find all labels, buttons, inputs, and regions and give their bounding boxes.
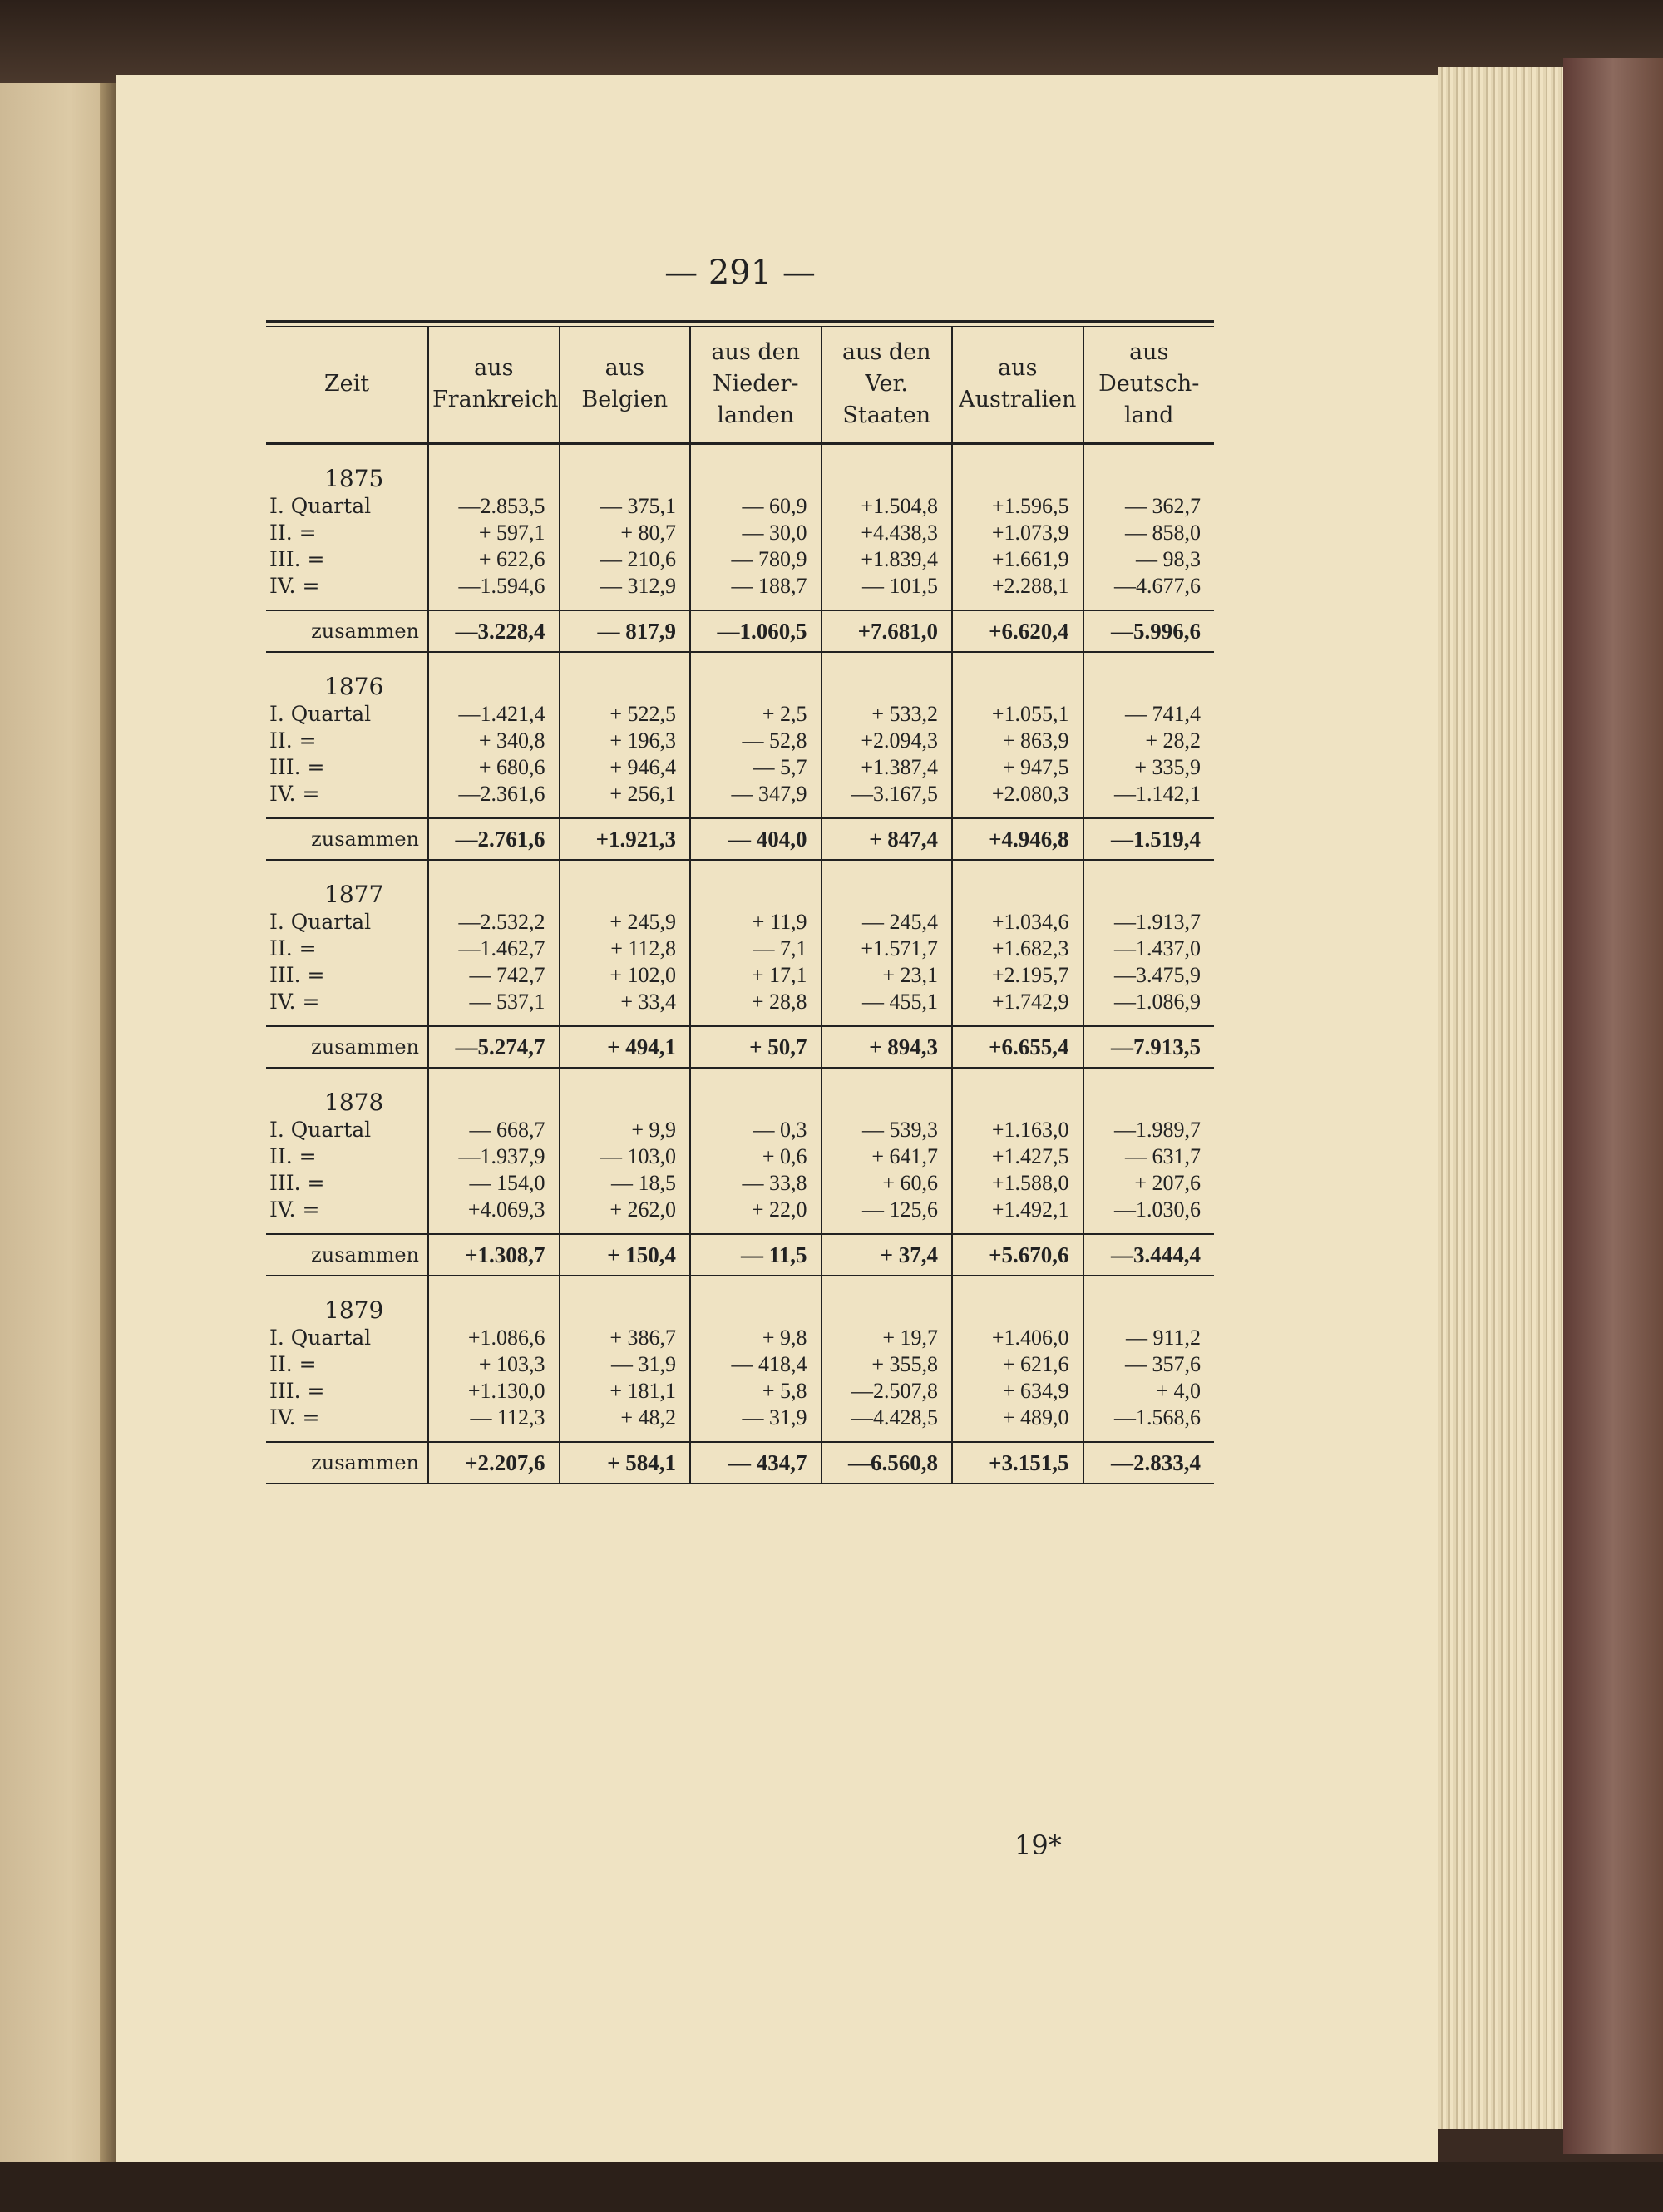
value-cell: +1.055,1 bbox=[952, 701, 1083, 728]
year-label: 1876 bbox=[324, 672, 384, 700]
empty-cell bbox=[690, 652, 822, 701]
value-cell: — 31,9 bbox=[560, 1351, 691, 1378]
value-cell: +1.742,9 bbox=[952, 989, 1083, 1026]
total-cell: — 817,9 bbox=[560, 610, 691, 652]
header-row bbox=[266, 327, 1214, 443]
value-cell: +1.073,9 bbox=[952, 520, 1083, 546]
value-cell: — 5,7 bbox=[690, 754, 822, 781]
value-cell: —2.532,2 bbox=[428, 909, 560, 936]
value-cell: + 355,8 bbox=[822, 1351, 953, 1378]
value-cell: + 335,9 bbox=[1083, 754, 1215, 781]
value-cell: + 33,4 bbox=[560, 989, 691, 1026]
value-cell: + 207,6 bbox=[1083, 1170, 1215, 1197]
value-cell: —2.507,8 bbox=[822, 1378, 953, 1405]
total-cell: —5.274,7 bbox=[428, 1026, 560, 1068]
value-cell: —1.142,1 bbox=[1083, 781, 1215, 818]
value-cell: — 101,5 bbox=[822, 573, 953, 610]
total-cell: +4.946,8 bbox=[952, 818, 1083, 860]
value-cell: + 60,6 bbox=[822, 1170, 953, 1197]
quarter-row bbox=[266, 754, 1214, 781]
quarter-label: III. = bbox=[269, 962, 325, 987]
quarter-row bbox=[266, 1378, 1214, 1405]
quarter-row bbox=[266, 1325, 1214, 1351]
value-cell: + 256,1 bbox=[560, 781, 691, 818]
value-cell: — 375,1 bbox=[560, 493, 691, 520]
total-cell: —1.060,5 bbox=[690, 610, 822, 652]
value-cell: + 597,1 bbox=[428, 520, 560, 546]
value-cell: — 911,2 bbox=[1083, 1325, 1215, 1351]
quarter-label: III. = bbox=[269, 754, 325, 779]
value-cell: — 18,5 bbox=[560, 1170, 691, 1197]
year-row bbox=[266, 1068, 1214, 1117]
column-header-ver-staaten: aus den Ver. Staaten bbox=[822, 327, 953, 443]
value-cell: — 357,6 bbox=[1083, 1351, 1215, 1378]
value-cell: — 31,9 bbox=[690, 1405, 822, 1442]
value-cell: + 2,5 bbox=[690, 701, 822, 728]
empty-cell bbox=[428, 1276, 560, 1325]
value-cell: — 125,6 bbox=[822, 1197, 953, 1234]
total-cell: +7.681,0 bbox=[822, 610, 953, 652]
value-cell: + 262,0 bbox=[560, 1197, 691, 1234]
value-cell: —1.937,9 bbox=[428, 1143, 560, 1170]
value-cell: — 188,7 bbox=[690, 573, 822, 610]
value-cell: + 11,9 bbox=[690, 909, 822, 936]
value-cell: + 863,9 bbox=[952, 728, 1083, 754]
column-header-deutschland: aus Deutsch- land bbox=[1083, 327, 1215, 443]
value-cell: —3.167,5 bbox=[822, 781, 953, 818]
quarter-row bbox=[266, 936, 1214, 962]
total-cell: — 434,7 bbox=[690, 1442, 822, 1484]
value-cell: — 210,6 bbox=[560, 546, 691, 573]
total-cell: —6.560,8 bbox=[822, 1442, 953, 1484]
total-row bbox=[266, 1026, 1214, 1068]
value-cell: +2.094,3 bbox=[822, 728, 953, 754]
value-cell: +1.504,8 bbox=[822, 493, 953, 520]
statistics-table bbox=[266, 320, 1214, 1484]
value-cell: — 858,0 bbox=[1083, 520, 1215, 546]
quarter-label: IV. = bbox=[269, 1197, 320, 1222]
total-cell: + 494,1 bbox=[560, 1026, 691, 1068]
table-body bbox=[266, 443, 1214, 1484]
total-cell: + 50,7 bbox=[690, 1026, 822, 1068]
total-cell: +1.308,7 bbox=[428, 1234, 560, 1276]
value-cell: + 80,7 bbox=[560, 520, 691, 546]
signature-mark: 19* bbox=[1014, 1829, 1062, 1861]
total-label: zusammen bbox=[266, 1026, 428, 1068]
value-cell: + 533,2 bbox=[822, 701, 953, 728]
value-cell: + 9,8 bbox=[690, 1325, 822, 1351]
value-cell: +1.492,1 bbox=[952, 1197, 1083, 1234]
value-cell: + 102,0 bbox=[560, 962, 691, 989]
empty-cell bbox=[690, 443, 822, 493]
value-cell: —4.677,6 bbox=[1083, 573, 1215, 610]
total-label: zusammen bbox=[266, 1234, 428, 1276]
value-cell: —1.913,7 bbox=[1083, 909, 1215, 936]
value-cell: — 30,0 bbox=[690, 520, 822, 546]
quarter-row bbox=[266, 701, 1214, 728]
table-top-rule bbox=[266, 320, 1214, 327]
total-cell: +1.921,3 bbox=[560, 818, 691, 860]
total-cell: —7.913,5 bbox=[1083, 1026, 1215, 1068]
quarter-row bbox=[266, 493, 1214, 520]
year-label: 1875 bbox=[324, 464, 384, 492]
empty-cell bbox=[822, 1068, 953, 1117]
value-cell: + 28,2 bbox=[1083, 728, 1215, 754]
empty-cell bbox=[560, 652, 691, 701]
quarter-row bbox=[266, 520, 1214, 546]
empty-cell bbox=[690, 860, 822, 909]
total-cell: —2.761,6 bbox=[428, 818, 560, 860]
value-cell: + 522,5 bbox=[560, 701, 691, 728]
quarter-label: IV. = bbox=[269, 781, 320, 806]
quarter-label: II. = bbox=[269, 520, 317, 545]
year-label: 1877 bbox=[324, 880, 384, 908]
value-cell: —1.421,4 bbox=[428, 701, 560, 728]
empty-cell bbox=[560, 443, 691, 493]
value-cell: +1.596,5 bbox=[952, 493, 1083, 520]
value-cell: + 340,8 bbox=[428, 728, 560, 754]
value-cell: + 5,8 bbox=[690, 1378, 822, 1405]
background-bottom bbox=[0, 2162, 1663, 2212]
value-cell: — 362,7 bbox=[1083, 493, 1215, 520]
empty-cell bbox=[428, 652, 560, 701]
total-cell: — 404,0 bbox=[690, 818, 822, 860]
value-cell: — 312,9 bbox=[560, 573, 691, 610]
empty-cell bbox=[428, 1068, 560, 1117]
quarter-label: I. Quartal bbox=[269, 1325, 372, 1350]
value-cell: — 539,3 bbox=[822, 1117, 953, 1143]
value-cell: —1.568,6 bbox=[1083, 1405, 1215, 1442]
column-header-australien: aus Australien bbox=[952, 327, 1083, 443]
value-cell: —1.989,7 bbox=[1083, 1117, 1215, 1143]
value-cell: — 742,7 bbox=[428, 962, 560, 989]
total-cell: —2.833,4 bbox=[1083, 1442, 1215, 1484]
value-cell: +2.195,7 bbox=[952, 962, 1083, 989]
quarter-row bbox=[266, 546, 1214, 573]
value-cell: —1.437,0 bbox=[1083, 936, 1215, 962]
value-cell: +1.427,5 bbox=[952, 1143, 1083, 1170]
value-cell: —1.030,6 bbox=[1083, 1197, 1215, 1234]
book-cover bbox=[1563, 58, 1663, 2154]
empty-cell bbox=[560, 1276, 691, 1325]
total-cell: +2.207,6 bbox=[428, 1442, 560, 1484]
value-cell: — 0,3 bbox=[690, 1117, 822, 1143]
quarter-row bbox=[266, 1197, 1214, 1234]
data-table bbox=[266, 327, 1214, 1484]
year-label: 1879 bbox=[324, 1296, 384, 1324]
empty-cell bbox=[428, 860, 560, 909]
quarter-label: III. = bbox=[269, 1378, 325, 1403]
total-row bbox=[266, 610, 1214, 652]
value-cell: + 22,0 bbox=[690, 1197, 822, 1234]
value-cell: — 631,7 bbox=[1083, 1143, 1215, 1170]
page-number: — 291 — bbox=[664, 254, 816, 292]
value-cell: — 455,1 bbox=[822, 989, 953, 1026]
total-cell: +6.620,4 bbox=[952, 610, 1083, 652]
value-cell: +1.588,0 bbox=[952, 1170, 1083, 1197]
value-cell: — 112,3 bbox=[428, 1405, 560, 1442]
total-cell: +6.655,4 bbox=[952, 1026, 1083, 1068]
total-label: zusammen bbox=[266, 610, 428, 652]
quarter-label: III. = bbox=[269, 546, 325, 571]
quarter-label: IV. = bbox=[269, 1405, 320, 1429]
empty-cell bbox=[952, 1276, 1083, 1325]
empty-cell bbox=[428, 443, 560, 493]
value-cell: — 33,8 bbox=[690, 1170, 822, 1197]
value-cell: + 634,9 bbox=[952, 1378, 1083, 1405]
value-cell: — 7,1 bbox=[690, 936, 822, 962]
empty-cell bbox=[822, 652, 953, 701]
value-cell: +1.387,4 bbox=[822, 754, 953, 781]
total-cell: + 847,4 bbox=[822, 818, 953, 860]
value-cell: + 489,0 bbox=[952, 1405, 1083, 1442]
year-row bbox=[266, 652, 1214, 701]
background-top bbox=[0, 0, 1663, 83]
value-cell: — 98,3 bbox=[1083, 546, 1215, 573]
quarter-row bbox=[266, 1351, 1214, 1378]
quarter-label: III. = bbox=[269, 1170, 325, 1195]
total-cell: + 584,1 bbox=[560, 1442, 691, 1484]
value-cell: + 622,6 bbox=[428, 546, 560, 573]
value-cell: — 154,0 bbox=[428, 1170, 560, 1197]
quarter-row bbox=[266, 781, 1214, 818]
value-cell: +1.163,0 bbox=[952, 1117, 1083, 1143]
value-cell: — 418,4 bbox=[690, 1351, 822, 1378]
quarter-row bbox=[266, 989, 1214, 1026]
value-cell: +1.086,6 bbox=[428, 1325, 560, 1351]
value-cell: +1.682,3 bbox=[952, 936, 1083, 962]
value-cell: +1.571,7 bbox=[822, 936, 953, 962]
empty-cell bbox=[560, 1068, 691, 1117]
total-cell: + 150,4 bbox=[560, 1234, 691, 1276]
quarter-label: II. = bbox=[269, 728, 317, 753]
value-cell: — 537,1 bbox=[428, 989, 560, 1026]
quarter-row bbox=[266, 962, 1214, 989]
empty-cell bbox=[690, 1276, 822, 1325]
value-cell: + 641,7 bbox=[822, 1143, 953, 1170]
column-header-zeit: Zeit bbox=[323, 371, 370, 397]
value-cell: + 17,1 bbox=[690, 962, 822, 989]
total-cell: +3.151,5 bbox=[952, 1442, 1083, 1484]
total-label: zusammen bbox=[266, 1442, 428, 1484]
value-cell: +2.288,1 bbox=[952, 573, 1083, 610]
empty-cell bbox=[952, 860, 1083, 909]
value-cell: +4.438,3 bbox=[822, 520, 953, 546]
quarter-label: IV. = bbox=[269, 989, 320, 1014]
value-cell: — 103,0 bbox=[560, 1143, 691, 1170]
year-row bbox=[266, 860, 1214, 909]
value-cell: — 741,4 bbox=[1083, 701, 1215, 728]
empty-cell bbox=[952, 443, 1083, 493]
total-cell: —3.444,4 bbox=[1083, 1234, 1215, 1276]
empty-cell bbox=[822, 443, 953, 493]
value-cell: + 245,9 bbox=[560, 909, 691, 936]
total-cell: — 11,5 bbox=[690, 1234, 822, 1276]
total-row bbox=[266, 1234, 1214, 1276]
empty-cell bbox=[1083, 1068, 1215, 1117]
value-cell: —1.594,6 bbox=[428, 573, 560, 610]
value-cell: + 4,0 bbox=[1083, 1378, 1215, 1405]
value-cell: —2.361,6 bbox=[428, 781, 560, 818]
left-page-edge bbox=[0, 83, 116, 2162]
value-cell: —2.853,5 bbox=[428, 493, 560, 520]
empty-cell bbox=[1083, 443, 1215, 493]
value-cell: + 0,6 bbox=[690, 1143, 822, 1170]
quarter-row bbox=[266, 1117, 1214, 1143]
empty-cell bbox=[560, 860, 691, 909]
year-row bbox=[266, 443, 1214, 493]
value-cell: + 28,8 bbox=[690, 989, 822, 1026]
value-cell: +2.080,3 bbox=[952, 781, 1083, 818]
total-cell: +5.670,6 bbox=[952, 1234, 1083, 1276]
value-cell: + 103,3 bbox=[428, 1351, 560, 1378]
value-cell: + 680,6 bbox=[428, 754, 560, 781]
quarter-row bbox=[266, 728, 1214, 754]
total-row bbox=[266, 818, 1214, 860]
quarter-row bbox=[266, 1170, 1214, 1197]
value-cell: —4.428,5 bbox=[822, 1405, 953, 1442]
value-cell: —1.462,7 bbox=[428, 936, 560, 962]
quarter-label: I. Quartal bbox=[269, 909, 372, 934]
quarter-row bbox=[266, 1143, 1214, 1170]
year-row bbox=[266, 1276, 1214, 1325]
value-cell: — 347,9 bbox=[690, 781, 822, 818]
value-cell: — 245,4 bbox=[822, 909, 953, 936]
value-cell: +1.661,9 bbox=[952, 546, 1083, 573]
quarter-row bbox=[266, 909, 1214, 936]
empty-cell bbox=[952, 1068, 1083, 1117]
quarter-label: II. = bbox=[269, 1143, 317, 1168]
value-cell: + 386,7 bbox=[560, 1325, 691, 1351]
value-cell: + 19,7 bbox=[822, 1325, 953, 1351]
total-cell: —1.519,4 bbox=[1083, 818, 1215, 860]
value-cell: + 621,6 bbox=[952, 1351, 1083, 1378]
empty-cell bbox=[822, 860, 953, 909]
total-cell: —5.996,6 bbox=[1083, 610, 1215, 652]
total-cell: —3.228,4 bbox=[428, 610, 560, 652]
value-cell: — 780,9 bbox=[690, 546, 822, 573]
value-cell: + 196,3 bbox=[560, 728, 691, 754]
quarter-label: II. = bbox=[269, 1351, 317, 1376]
empty-cell bbox=[952, 652, 1083, 701]
value-cell: + 9,9 bbox=[560, 1117, 691, 1143]
value-cell: + 947,5 bbox=[952, 754, 1083, 781]
value-cell: + 23,1 bbox=[822, 962, 953, 989]
column-header-belgien: aus Belgien bbox=[560, 327, 691, 443]
empty-cell bbox=[690, 1068, 822, 1117]
value-cell: +4.069,3 bbox=[428, 1197, 560, 1234]
value-cell: +1.839,4 bbox=[822, 546, 953, 573]
total-cell: + 37,4 bbox=[822, 1234, 953, 1276]
value-cell: — 60,9 bbox=[690, 493, 822, 520]
value-cell: +1.130,0 bbox=[428, 1378, 560, 1405]
value-cell: +1.406,0 bbox=[952, 1325, 1083, 1351]
quarter-label: IV. = bbox=[269, 573, 320, 598]
quarter-label: II. = bbox=[269, 936, 317, 960]
value-cell: + 181,1 bbox=[560, 1378, 691, 1405]
quarter-label: I. Quartal bbox=[269, 493, 372, 518]
quarter-row bbox=[266, 573, 1214, 610]
value-cell: — 52,8 bbox=[690, 728, 822, 754]
value-cell: + 946,4 bbox=[560, 754, 691, 781]
value-cell: —3.475,9 bbox=[1083, 962, 1215, 989]
total-label: zusammen bbox=[266, 818, 428, 860]
page-edges bbox=[1438, 67, 1563, 2129]
year-label: 1878 bbox=[324, 1088, 384, 1116]
value-cell: — 668,7 bbox=[428, 1117, 560, 1143]
column-header-niederlande: aus den Nieder- landen bbox=[690, 327, 822, 443]
quarter-label: I. Quartal bbox=[269, 1117, 372, 1142]
value-cell: + 112,8 bbox=[560, 936, 691, 962]
value-cell: +1.034,6 bbox=[952, 909, 1083, 936]
empty-cell bbox=[822, 1276, 953, 1325]
quarter-label: I. Quartal bbox=[269, 701, 372, 726]
value-cell: —1.086,9 bbox=[1083, 989, 1215, 1026]
total-row bbox=[266, 1442, 1214, 1484]
total-cell: + 894,3 bbox=[822, 1026, 953, 1068]
empty-cell bbox=[1083, 1276, 1215, 1325]
column-header-frankreich: aus Frankreich bbox=[428, 327, 560, 443]
value-cell: + 48,2 bbox=[560, 1405, 691, 1442]
empty-cell bbox=[1083, 860, 1215, 909]
quarter-row bbox=[266, 1405, 1214, 1442]
empty-cell bbox=[1083, 652, 1215, 701]
